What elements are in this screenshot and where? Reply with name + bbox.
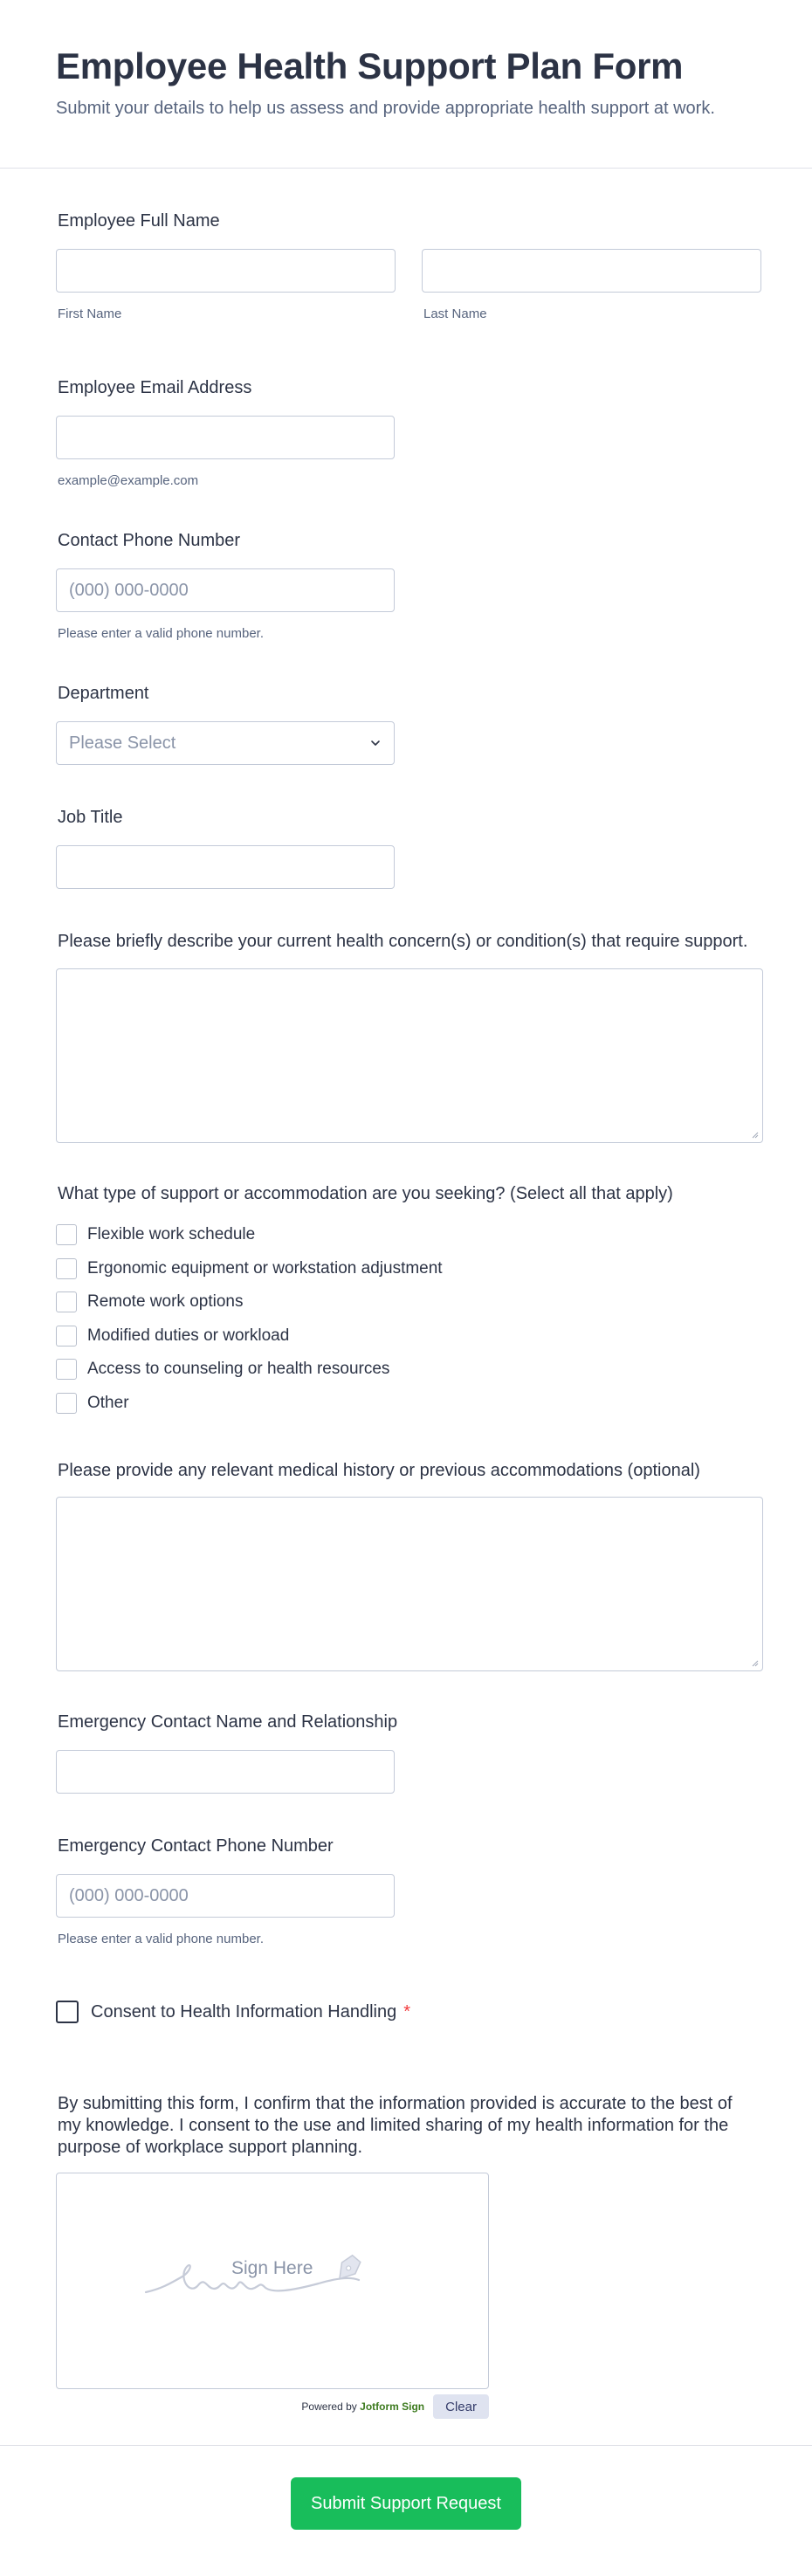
resize-handle-icon[interactable] (750, 1130, 759, 1139)
form-header (0, 0, 812, 169)
job-title-field (56, 807, 761, 889)
checkbox[interactable] (56, 1258, 77, 1279)
last-name-input[interactable] (422, 249, 761, 293)
email-sublabel: example@example.com (58, 473, 199, 488)
first-name-sublabel: First Name (58, 307, 122, 321)
checkbox[interactable] (56, 1393, 77, 1414)
concern-label: Please briefly describe your current health concern(s) or condition(s) that require support. (58, 932, 748, 951)
form-footer (0, 2445, 812, 2576)
concern-textarea[interactable] (56, 968, 763, 1143)
support-option[interactable]: Modified duties or workload (56, 1319, 761, 1353)
checkbox[interactable] (56, 1291, 77, 1312)
emergency-name-label: Emergency Contact Name and Relationship (58, 1712, 398, 1732)
medical-history-textarea[interactable] (56, 1497, 763, 1671)
department-selected-value: Please Select (69, 733, 176, 753)
first-name-input[interactable] (56, 249, 396, 293)
department-select[interactable] (56, 721, 395, 765)
support-type-label: What type of support or accommodation are you seeking? (Select all that apply) (58, 1184, 673, 1203)
emergency-name-field (56, 1712, 761, 1794)
signature-pad[interactable] (56, 2173, 489, 2389)
job-title-label: Job Title (58, 808, 123, 827)
support-option[interactable]: Remote work options (56, 1285, 761, 1319)
department-field (56, 683, 761, 765)
signature-statement: By submitting this form, I confirm that the information provided is accurate to the best of my knowledge. I consent to the use and limited sharing of my health information for the purpose of workplace support planning. (58, 2094, 733, 2157)
emergency-phone-label: Emergency Contact Phone Number (58, 1836, 334, 1856)
powered-by-text: Powered by Jotform Sign (301, 2400, 425, 2413)
full-name-label: Employee Full Name (58, 211, 220, 231)
job-title-input[interactable] (56, 845, 395, 889)
consent-checkbox-row[interactable] (56, 2001, 761, 2023)
concern-field (56, 931, 761, 1143)
submit-button[interactable]: Submit Support Request (291, 2477, 521, 2530)
emergency-name-input[interactable] (56, 1750, 395, 1794)
department-label: Department (58, 684, 149, 703)
required-asterisk: * (403, 2001, 411, 2022)
form-title: Employee Health Support Plan Form (56, 45, 684, 86)
email-label: Employee Email Address (58, 378, 252, 397)
chevron-down-icon (369, 737, 382, 749)
phone-sublabel: Please enter a valid phone number. (58, 626, 264, 641)
support-options (56, 1218, 761, 1420)
emergency-phone-field (56, 1836, 761, 1946)
jotform-sign-brand: Jotform Sign (360, 2400, 425, 2413)
clear-signature-button[interactable]: Clear (433, 2394, 489, 2419)
emergency-phone-sublabel: Please enter a valid phone number. (58, 1932, 264, 1946)
phone-field (56, 530, 761, 641)
consent-checkbox[interactable] (56, 2001, 79, 2023)
email-field (56, 377, 761, 488)
checkbox[interactable] (56, 1359, 77, 1380)
email-input[interactable] (56, 416, 395, 459)
last-name-sublabel: Last Name (423, 307, 487, 321)
signature-footer (56, 2394, 489, 2419)
support-option[interactable]: Ergonomic equipment or workstation adjustment (56, 1252, 761, 1286)
support-option[interactable]: Flexible work schedule (56, 1218, 761, 1252)
support-option[interactable]: Other (56, 1387, 761, 1421)
consent-label: Consent to Health Information Handling (91, 2001, 397, 2022)
support-option[interactable]: Access to counseling or health resources (56, 1353, 761, 1387)
medical-history-label: Please provide any relevant medical history or previous accommodations (optional) (58, 1461, 700, 1480)
checkbox[interactable] (56, 1224, 77, 1245)
resize-handle-icon[interactable] (750, 1658, 759, 1667)
phone-input[interactable]: (000) 000-0000 (56, 568, 395, 612)
support-type-field (56, 1183, 761, 1420)
medical-history-field (56, 1460, 761, 1671)
sign-here-label: Sign Here (231, 2258, 313, 2278)
full-name-field (56, 210, 761, 321)
checkbox[interactable] (56, 1326, 77, 1347)
form-subtitle: Submit your details to help us assess and provide appropriate health support at work. (56, 99, 715, 118)
emergency-phone-input[interactable]: (000) 000-0000 (56, 1874, 395, 1918)
phone-label: Contact Phone Number (58, 531, 241, 550)
form-body (0, 210, 812, 2419)
